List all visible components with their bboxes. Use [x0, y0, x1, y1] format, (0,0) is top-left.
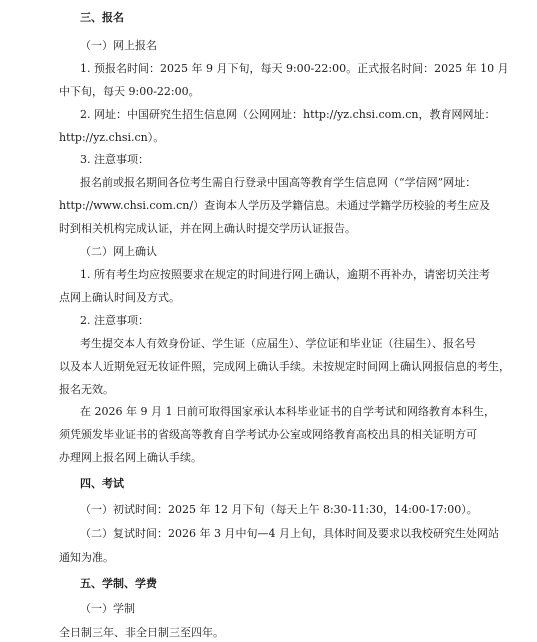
paragraph-line: 2. 网址：中国研究生招生信息网（公网网址：http://yz.chsi.com.cn，教育网网址： — [80, 108, 496, 121]
subsection-online-confirmation: （二）网上确认 — [80, 245, 157, 258]
paragraph-line: 中下旬，每天 9:00-22:00。 — [59, 85, 200, 98]
paragraph-line: 点网上确认时间及方式。 — [59, 291, 180, 304]
paragraph-line: 以及本人近期免冠无妆证件照，完成网上确认手续。未按规定时间网上确认网报信息的考生， — [59, 360, 510, 373]
paragraph-line: 考生提交本人有效身份证、学生证（应届生）、学位证和毕业证（往届生）、报名号 — [80, 337, 476, 350]
paragraph-line: （二）复试时间：2026 年 3 月中旬—4 月上旬，具体时间及要求以我校研究生处网站 — [80, 527, 499, 540]
paragraph-line: 全日制三年、非全日制三至四年。 — [59, 626, 224, 639]
paragraph-line: 须凭颁发毕业证书的省级高等教育自学考试办公室或网络教育高校出具的相关证明方可 — [59, 428, 477, 441]
section-heading-exam: 四、考试 — [80, 477, 124, 490]
paragraph-line: 1. 所有考生均应按照要求在规定的时间进行网上确认，逾期不再补办，请密切关注考 — [80, 268, 490, 281]
paragraph-line: 2. 注意事项： — [80, 314, 149, 327]
section-heading-registration: 三、报名 — [80, 11, 124, 24]
paragraph-line: 3. 注意事项： — [80, 153, 149, 166]
paragraph-line: 报名前或报名期间各位考生需自行登录中国高等教育学生信息网（“学信网”网址： — [80, 176, 477, 189]
subsection-duration: （一）学制 — [80, 602, 135, 615]
paragraph-line: 在 2026 年 9 月 1 日前可取得国家承认本科毕业证书的自学考试和网络教育本科生， — [80, 405, 495, 418]
paragraph-line: 1. 预报名时间：2025 年 9 月下旬，每天 9:00-22:00。正式报名时间：2025 年 10 月 — [80, 62, 509, 75]
paragraph-line: （一）初试时间：2025 年 12 月下旬（每天上午 8:30-11:30，14:00-17:00）。 — [80, 503, 478, 516]
paragraph-line: 办理网上报名网上确认手续。 — [59, 451, 202, 464]
subsection-online-registration: （一）网上报名 — [80, 39, 157, 52]
paragraph-line: http://yz.chsi.cn）。 — [59, 131, 165, 144]
paragraph-line: http://www.chsi.com.cn/）查询本人学历及学籍信息。未通过学籍学历校验的考生应及 — [59, 199, 491, 212]
paragraph-line: 通知为准。 — [59, 551, 114, 564]
paragraph-line: 报名无效。 — [59, 383, 114, 396]
paragraph-line: 时到相关机构完成认证，并在网上确认时提交学历认证报告。 — [59, 222, 356, 235]
section-heading-duration-fees: 五、学制、学费 — [80, 577, 157, 590]
